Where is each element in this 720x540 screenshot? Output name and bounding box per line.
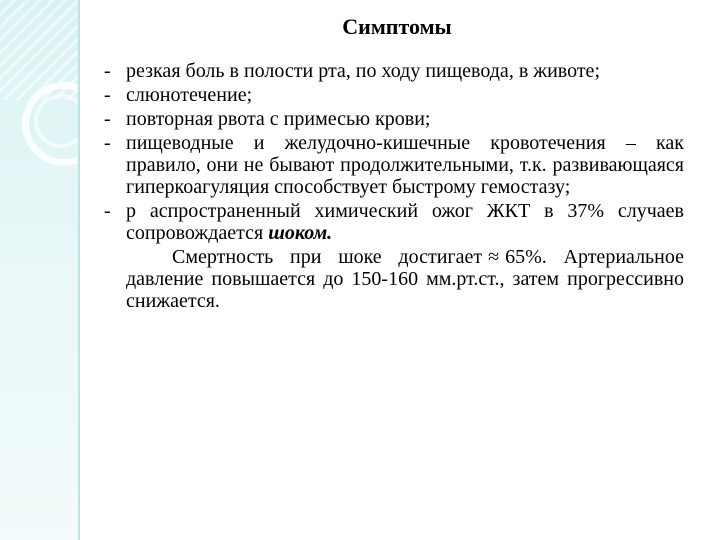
paragraph-text-part1: Смертность при шоке достигает [172, 246, 483, 268]
symptom-text: слюнотечение; [126, 84, 253, 106]
slide-title: Симптомы [342, 14, 452, 39]
slide-content [104, 14, 684, 312]
bullet-dash: - [104, 84, 111, 106]
decorative-sidebar [0, 0, 80, 540]
symptom-item [104, 200, 684, 244]
symptom-item [104, 108, 684, 130]
sidebar-edge-line [78, 0, 80, 540]
symptom-text: резкая боль в полости рта, по ходу пищевода, в животе; [126, 60, 600, 82]
paragraph-text-part2: 65%. Артериальное давление повышается до 150-160 мм.рт.ст., затем прогрессивно снижается. [126, 246, 684, 312]
bullet-dash: - [104, 200, 111, 222]
bullet-dash: - [104, 108, 111, 130]
symptom-text: пищеводные и желудочно-кишечные кровотечения – как правило, они не бывают продолжительными, т.к. развивающаяся гиперкоагуляция способствует быстрому гемостазу; [126, 132, 684, 198]
symptom-item [104, 132, 684, 198]
emphasis-text: шоком. [268, 222, 333, 244]
bullet-dash: - [104, 60, 111, 82]
symptom-text: повторная рвота с примесью крови; [126, 108, 431, 130]
sidebar-inner-ring-decoration [34, 94, 80, 148]
symptom-text: р аспространенный химический ожог ЖКТ в 37% случаев сопровождается [126, 200, 684, 244]
symptom-item [104, 84, 684, 106]
bullet-dash: - [104, 132, 111, 154]
symptom-item [104, 60, 684, 82]
mortality-paragraph [104, 246, 684, 312]
approx-symbol: ≈ [488, 246, 500, 268]
